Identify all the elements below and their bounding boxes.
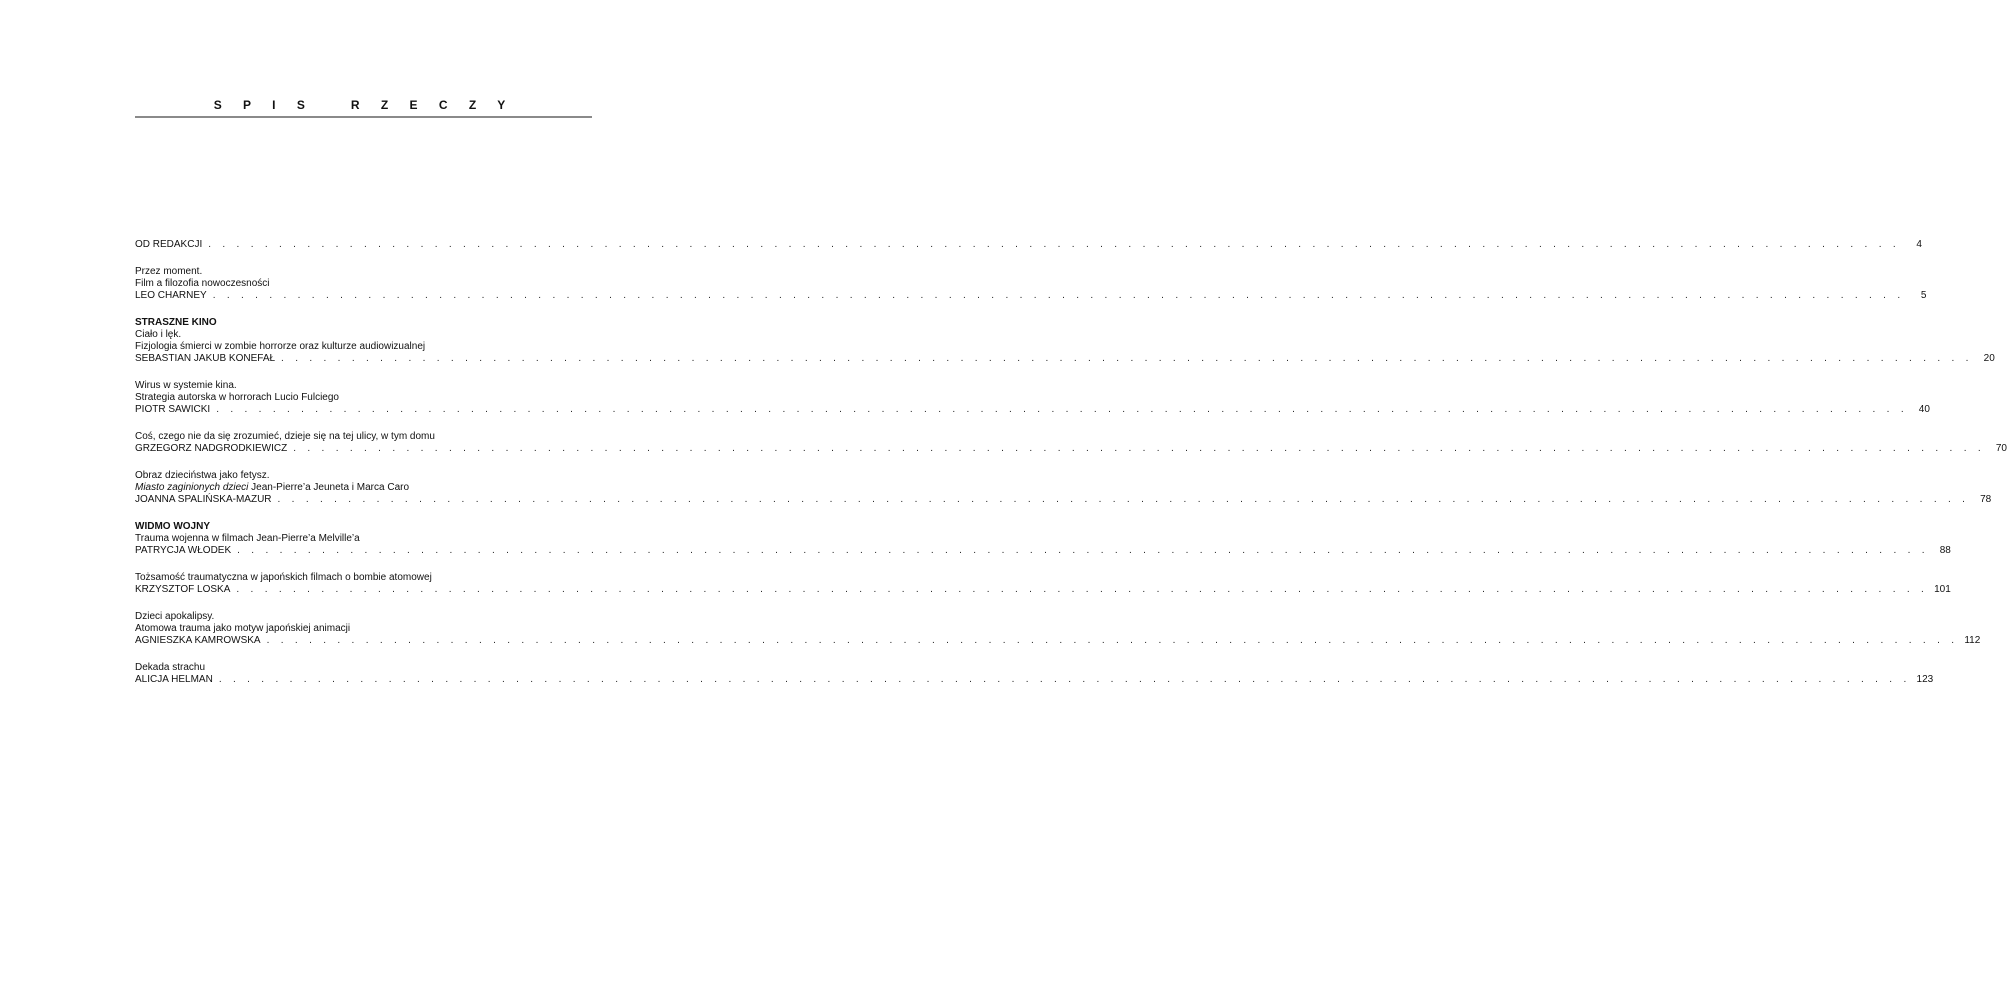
entry-author: OD REDAKCJI [135,239,203,250]
entry-author: SEBASTIAN JAKUB KONEFAŁ [135,353,276,364]
dot-leader: . . . . . . . . . . . . . . . . . . . . . . . . . . . . . . . . . . . . . . . . . . . . . . . . . . . . . . . . . . . . . . . . . . . . . . . . . . . . . . . . . . . . . . . . . . . . . . . . . . . . . . . . . . . . . . . . . . . . . . . . [212,290,1905,301]
entry-title-line: Fizjologia śmierci w zombie horrorze oraz kulturze audiowizualnej [135,341,426,352]
entry-author-line [135,290,1927,302]
entry-title-rest: Jean-Pierre’a Jeuneta i Marca Caro [248,482,410,493]
entry-title-line: Atomowa trauma jako motyw japońskiej animacji [135,623,351,634]
page-number: 5 [1920,290,1927,301]
entry-author-line [135,635,1981,647]
dot-leader: . . . . . . . . . . . . . . . . . . . . . . . . . . . . . . . . . . . . . . . . . . . . . . . . . . . . . . . . . . . . . . . . . . . . . . . . . . . . . . . . . . . . . . . . . . . . . . . . . . . . . . . . . . . . . . . . . . . . . . . . [281,353,1973,364]
entry-author-line [135,584,1951,596]
title-rule [135,116,592,118]
entry-author-line [135,674,1934,686]
table-of-contents [135,239,2007,701]
toc-entry [135,317,1995,365]
entry-title-line: Trauma wojenna w filmach Jean-Pierre’a Melville’a [135,533,360,544]
toc-entry [135,380,1930,416]
page-number: 88 [1939,545,1951,556]
toc-entry [135,521,1951,557]
page-number: 70 [1995,443,2007,454]
entry-title-line: Strategia autorska w horrorach Lucio Fulciego [135,392,339,403]
toc-entry [135,239,1922,251]
entry-title-line: Film a filozofia nowoczesności [135,278,270,289]
toc-entry [135,470,1992,506]
entry-author: AGNIESZKA KAMROWSKA [135,635,261,646]
toc-entry [135,266,1927,302]
entry-title-line: Obraz dzieciństwa jako fetysz. [135,470,270,481]
entry-title-line: Ciało i lęk. [135,329,182,340]
entry-author: PATRYCJA WŁODEK [135,545,232,556]
entry-author: GRZEGORZ NADGRODKIEWICZ [135,443,288,454]
dot-leader: . . . . . . . . . . . . . . . . . . . . . . . . . . . . . . . . . . . . . . . . . . . . . . . . . . . . . . . . . . . . . . . . . . . . . . . . . . . . . . . . . . . . . . . . . . . . . . . . . . . . . . . . . . . . . . . . . . . . . . . . [218,674,1911,685]
page-number: 101 [1934,584,1951,595]
page-number: 78 [1980,494,1992,505]
entry-author: PIOTR SAWICKI [135,404,211,415]
dot-leader: . . . . . . . . . . . . . . . . . . . . . . . . . . . . . . . . . . . . . . . . . . . . . . . . . . . . . . . . . . . . . . . . . . . . . . . . . . . . . . . . . . . . . . . . . . . . . . . . . . . . . . . . . . . . . . . . . . . . . . . . [277,494,1970,505]
entry-title-line: Coś, czego nie da się zrozumieć, dzieje się na tej ulicy, w tym domu [135,431,435,442]
entry-author-line [135,443,2007,455]
dot-leader: . . . . . . . . . . . . . . . . . . . . . . . . . . . . . . . . . . . . . . . . . . . . . . . . . . . . . . . . . . . . . . . . . . . . . . . . . . . . . . . . . . . . . . . . . . . . . . . . . . . . . . . . . . . . . . . . . . . . . . . . [293,443,1985,454]
page-number: 20 [1983,353,1995,364]
entry-author-line [135,545,1951,557]
toc-entry [135,572,1951,596]
toc-entry [135,611,1981,647]
dot-leader: . . . . . . . . . . . . . . . . . . . . . . . . . . . . . . . . . . . . . . . . . . . . . . . . . . . . . . . . . . . . . . . . . . . . . . . . . . . . . . . . . . . . . . . . . . . . . . . . . . . . . . . . . . . . . . . . . . . . . . . . [236,584,1929,595]
entry-author: KRZYSZTOF LOSKA [135,584,231,595]
entry-title-line: Dekada strachu [135,662,206,673]
page-number: 4 [1916,239,1922,250]
section-heading: STRASZNE KINO [135,317,217,328]
page-number: 112 [1964,635,1981,646]
toc-entry [135,662,1934,686]
entry-author: LEO CHARNEY [135,290,207,301]
entry-author-line [135,404,1930,416]
toc-entry [135,431,2007,455]
entry-author-line [135,239,1922,251]
dot-leader: . . . . . . . . . . . . . . . . . . . . . . . . . . . . . . . . . . . . . . . . . . . . . . . . . . . . . . . . . . . . . . . . . . . . . . . . . . . . . . . . . . . . . . . . . . . . . . . . . . . . . . . . . . . . . . . . . . . . . . . . [266,635,1959,646]
entry-author-line [135,494,1992,506]
entry-author: JOANNA SPALIŃSKA-MAZUR [135,494,272,505]
entry-author: ALICJA HELMAN [135,674,213,685]
film-title: Miasto zaginionych dzieci [135,482,249,493]
section-heading: WIDMO WOJNY [135,521,210,532]
entry-title-line: Dzieci apokalipsy. [135,611,215,622]
entry-author-line [135,353,1995,365]
page-number: 40 [1918,404,1930,415]
entry-title-line: Tożsamość traumatyczna w japońskich filmach o bombie atomowej [135,572,432,583]
entry-title-line [135,482,611,494]
dot-leader: . . . . . . . . . . . . . . . . . . . . . . . . . . . . . . . . . . . . . . . . . . . . . . . . . . . . . . . . . . . . . . . . . . . . . . . . . . . . . . . . . . . . . . . . . . . . . . . . . . . . . . . . . . . . . . . . . . . . . . . . [216,404,1908,415]
dot-leader: . . . . . . . . . . . . . . . . . . . . . . . . . . . . . . . . . . . . . . . . . . . . . . . . . . . . . . . . . . . . . . . . . . . . . . . . . . . . . . . . . . . . . . . . . . . . . . . . . . . . . . . . . . . . . . . . . . . . . . . . [208,239,1900,250]
dot-leader: . . . . . . . . . . . . . . . . . . . . . . . . . . . . . . . . . . . . . . . . . . . . . . . . . . . . . . . . . . . . . . . . . . . . . . . . . . . . . . . . . . . . . . . . . . . . . . . . . . . . . . . . . . . . . . . . . . . . . . . . [237,545,1929,556]
page-title: S P I S R Z E C Z Y [213,98,515,112]
entry-title-line: Przez moment. [135,266,203,277]
entry-title-line: Wirus w systemie kina. [135,380,237,391]
page-number: 123 [1916,674,1934,685]
